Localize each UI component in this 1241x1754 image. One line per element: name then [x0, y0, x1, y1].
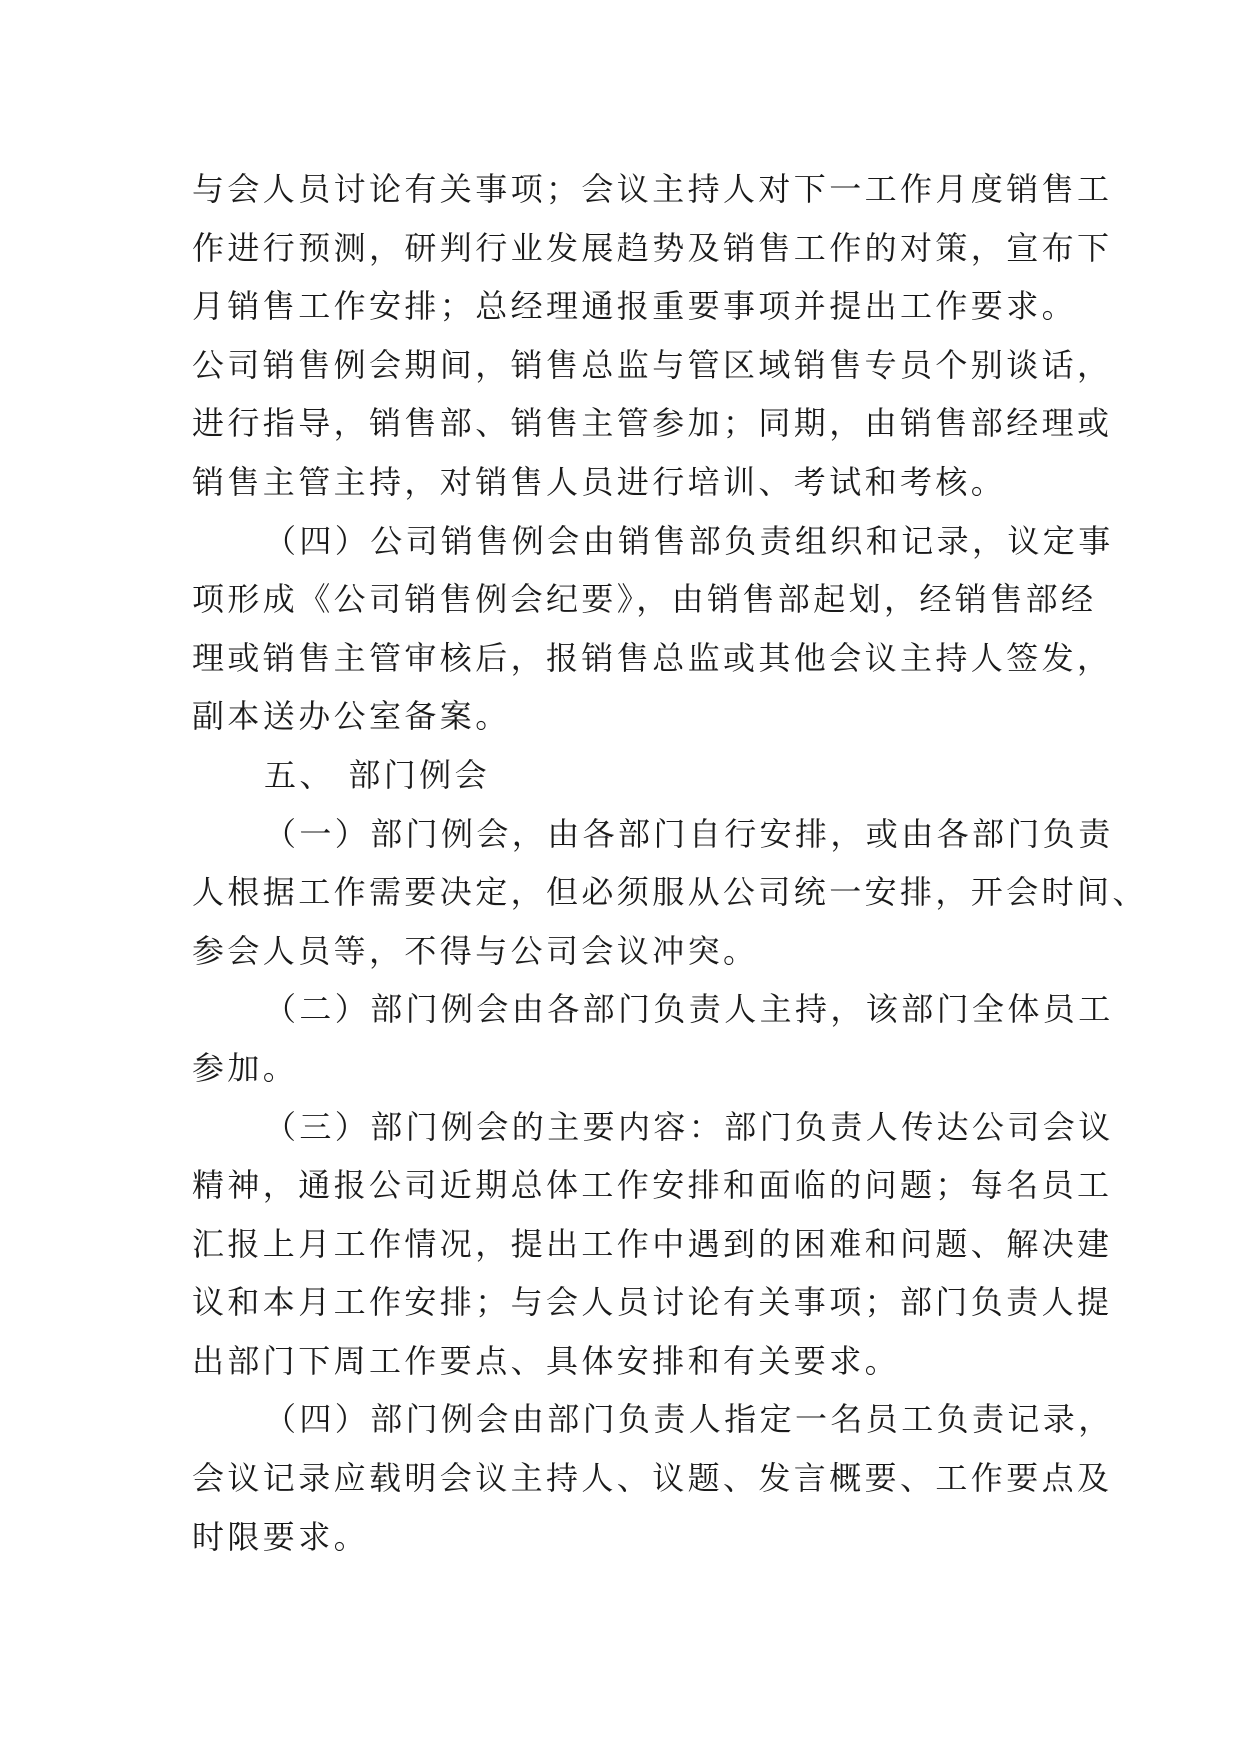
paragraph-first-line: （三）部门例会的主要内容：部门负责人传达公司会议 — [264, 1107, 1114, 1146]
text-line: 时限要求。 — [192, 1517, 370, 1556]
text-line: 理或销售主管审核后，报销售总监或其他会议主持人签发， — [192, 638, 1113, 677]
text-line: 会议记录应载明会议主持人、议题、发言概要、工作要点及 — [192, 1459, 1113, 1498]
text-line: 参加。 — [192, 1048, 299, 1087]
paragraph-first-line: （四）部门例会由部门负责人指定一名员工负责记录， — [264, 1400, 1114, 1439]
text-line: 与会人员讨论有关事项；会议主持人对下一工作月度销售工 — [192, 170, 1113, 208]
text-line: 人根据工作需要决定，但必须服从公司统一安排，开会时间、 — [192, 873, 1148, 912]
text-line: 进行指导，销售部、销售主管参加；同期，由销售部经理或 — [192, 404, 1113, 443]
text-line: 作进行预测，研判行业发展趋势及销售工作的对策，宣布下 — [192, 228, 1113, 267]
text-line: 公司销售例会期间，销售总监与管区域销售专员个别谈话， — [192, 345, 1113, 384]
section-heading: 五、 部门例会 — [264, 755, 490, 794]
document-body — [192, 160, 1148, 1566]
text-line: 参会人员等，不得与公司会议冲突。 — [192, 931, 759, 970]
text-line: 销售主管主持，对销售人员进行培训、考试和考核。 — [192, 462, 1007, 501]
text-line: 项形成《公司销售例会纪要》，由销售部起划，经销售部经 — [192, 580, 1097, 619]
text-line: 议和本月工作安排；与会人员讨论有关事项；部门负责人提 — [192, 1283, 1113, 1322]
text-line: 月销售工作安排；总经理通报重要事项并提出工作要求。 — [192, 287, 1078, 326]
text-line: 精神，通报公司近期总体工作安排和面临的问题；每名员工 — [192, 1166, 1113, 1205]
paragraph-first-line: （一）部门例会，由各部门自行安排，或由各部门负责 — [264, 814, 1114, 853]
text-line: 汇报上月工作情况，提出工作中遇到的困难和问题、解决建 — [192, 1224, 1113, 1263]
paragraph-first-line: （二）部门例会由各部门负责人主持，该部门全体员工 — [264, 990, 1114, 1029]
paragraph-first-line: （四）公司销售例会由销售部负责组织和记录，议定事 — [264, 521, 1114, 560]
text-line: 副本送办公室备案。 — [192, 697, 511, 736]
text-line: 出部门下周工作要点、具体安排和有关要求。 — [192, 1341, 901, 1380]
